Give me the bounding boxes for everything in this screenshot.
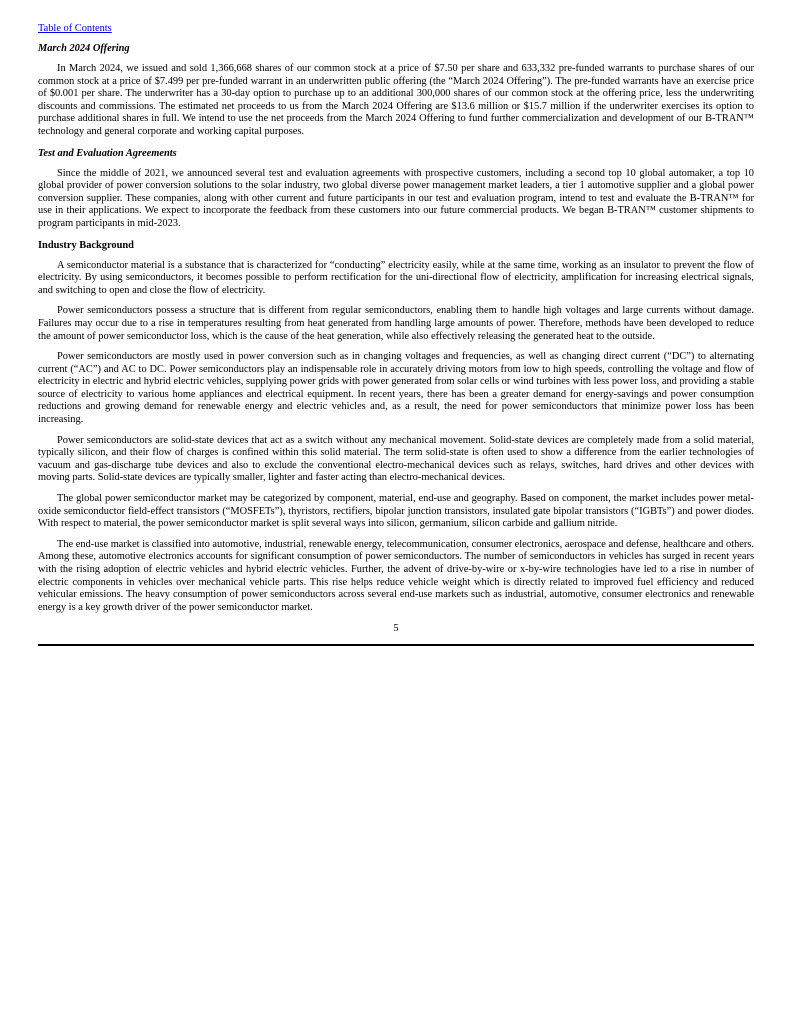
page-divider bbox=[38, 644, 754, 646]
section-test-and-evaluation-agreements bbox=[38, 147, 754, 231]
paragraph: The global power semiconductor market may be categorized by component, material, end-use and geography. Based on component, the market includes power metal-oxide semiconductor field-effect transistors (“MOSFETs”), thyristors, rectifiers, bipolar junction transistors, insulated gate bipolar transistors (“IGBTs”) and power diodes. With respect to material, the power semiconductor market is split several ways into silicon, germanium, silicon carbide and gallium nitride. bbox=[38, 493, 754, 530]
paragraph: Power semiconductors are mostly used in power conversion such as in changing voltages and frequencies, as well as changing direct current (“DC”) to alternating current (“AC”) and AC to DC. Power semiconductors play an indispensable role in accurately driving motors from low to high speeds, controlling the voltage and flow of electricity in electric and hybrid electric vehicles, supplying power grids with power generated from solar cells or wind turbines with less power loss, and providing a stable source of electricity to various home appliances and electrical equipment. In recent years, there has been a greater demand for energy-savings and power consumption reductions and growing demand for renewable energy and electric vehicles and, as a result, the need for power semiconductors that minimize power loss has been increasing. bbox=[38, 351, 754, 426]
paragraph: The end-use market is classified into automotive, industrial, renewable energy, telecommunication, consumer electronics, aerospace and defense, healthcare and others. Among these, automotive electronics accounts for significant consumption of power semiconductors. The number of semiconductors in vehicles has surged in recent years with the rising adoption of electric vehicles and hybrid electric vehicles. Further, the advent of drive-by-wire or x-by-wire technologies have led to a rise in number of electric components in vehicles over mechanical vehicle parts. This rise helps reduce vehicle weight which is directly related to improved fuel efficiency and reduced vehicular emissions. The heavy consumption of power semiconductors across several end-use markets such as industrial, automotive, consumer electronics and renewable energy is a key growth driver of the power semiconductor market. bbox=[38, 538, 754, 613]
page-number: 5 bbox=[393, 623, 399, 635]
paragraph: Power semiconductors are solid-state devices that act as a switch without any mechanical movement. Solid-state devices are completely made from a solid material, typically silicon, and their flow of charges is confined within this solid material. The term solid-state is often used to show a difference from the earlier technologies of vacuum and gas-discharge tube devices and also to exclude the conventional electro-mechanical devices such as relays, switches, hard drives and other devices with moving parts. Solid-state devices are typically smaller, lighter and faster acting than electro-mechanical devices. bbox=[38, 434, 754, 484]
section-march-2024-offering bbox=[38, 42, 754, 139]
section-heading: Test and Evaluation Agreements bbox=[38, 147, 177, 159]
paragraph: A semiconductor material is a substance that is characterized for “conducting” electricity easily, while at the same time, working as an insulator to prevent the flow of electricity. By using semiconductors, it becomes possible to perform rectification for the uni-directional flow of electricity, amplification for increasing electrical signals, and switching to open and close the flow of electricity. bbox=[38, 259, 754, 296]
document-page bbox=[38, 22, 754, 646]
section-heading: March 2024 Offering bbox=[38, 43, 130, 54]
section-industry-background bbox=[38, 239, 754, 615]
paragraph: Since the middle of 2021, we announced several test and evaluation agreements with prospective customers, including a second top 10 global automaker, a top 10 global provider of power conversion solutions to the solar industry, two global diverse power management market leaders, a tier 1 automotive supplier and a global power conversion supplier. These companies, along with other current and future participants in our test and evaluation program, intend to test and evaluate the B-TRAN™ for use in their applications. We expect to incorporate the feedback from these customers into our future commercial products. We began B-TRAN™ customer shipments to program participants in mid-2023. bbox=[38, 167, 754, 229]
paragraph: Power semiconductors possess a structure that is different from regular semiconductors, enabling them to handle high voltages and large currents without damage. Failures may occur due to a rise in temperatures resulting from heat generated from handling large amounts of power. Therefore, methods have been developed to reduce the amount of power semiconductor loss, which is the cause of the heat generation, while also effectively releasing the generated heat to the outside. bbox=[38, 305, 754, 342]
table-of-contents-link[interactable]: Table of Contents bbox=[38, 23, 112, 34]
paragraph: In March 2024, we issued and sold 1,366,668 shares of our common stock at a price of $7.50 per share and 633,332 pre-funded warrants to purchase shares of our common stock at a price of $7.499 per pre-funded warrant in an underwritten public offering (the “March 2024 Offering”). The pre-funded warrants have an exercise price of $0.001 per share. The underwriter has a 30-day option to purchase up to an additional 300,000 shares of our common stock at the offering price, less the underwriting discounts and commissions. The estimated net proceeds to us from the March 2024 Offering are $13.6 million or $15.7 million if the underwriter exercises its option to purchase additional shares in full. We intend to use the net proceeds from the March 2024 Offering to fund further commercialization and development of our B-TRAN™ technology and general corporate and working capital purposes. bbox=[38, 63, 754, 137]
section-heading: Industry Background bbox=[38, 239, 134, 251]
